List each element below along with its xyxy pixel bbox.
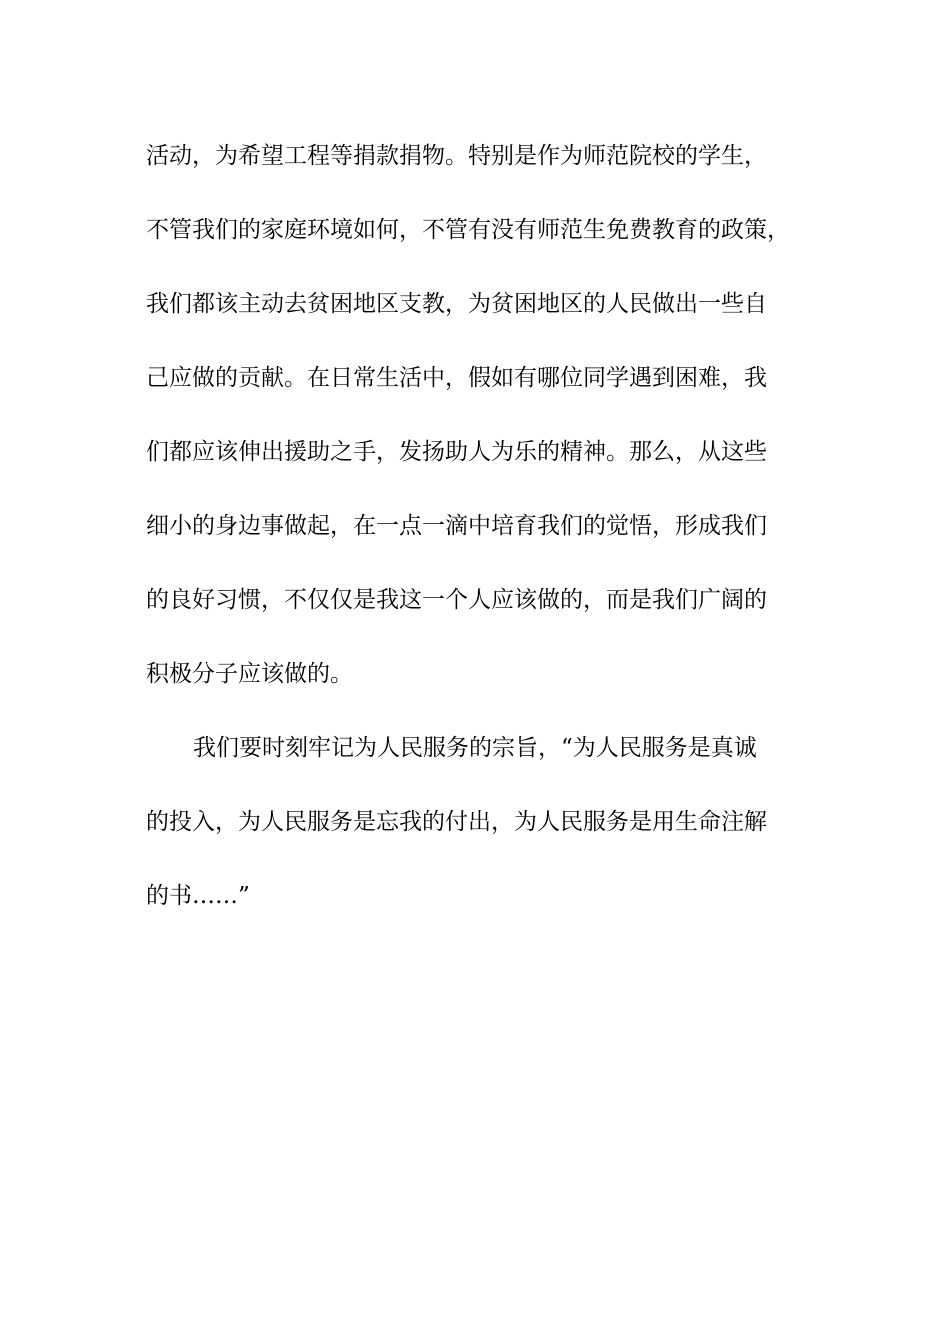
body-text: [146, 127, 836, 941]
text-line: 不管我们的家庭环境如何，不管有没有师范生免费教育的政策，: [146, 217, 790, 243]
text-line: 积极分子应该做的。: [146, 661, 353, 687]
paragraph-start-line: 我们要时刻牢记为人民服务的宗旨，“为人民服务是真诚: [193, 735, 757, 761]
text-line: 们都应该伸出援助之手，发扬助人为乐的精神。那么，从这些: [146, 439, 767, 465]
text-line: 的良好习惯，不仅仅是我这一个人应该做的，而是我们广阔的: [146, 587, 767, 613]
text-line: 活动，为希望工程等捐款捐物。特别是作为师范院校的学生，: [146, 143, 767, 169]
text-line: 己应做的贡献。在日常生活中，假如有哪位同学遇到困难，我: [146, 365, 767, 391]
text-line: 细小的身边事做起，在一点一滴中培育我们的觉悟，形成我们: [146, 513, 767, 539]
text-line: 的书……”: [146, 883, 250, 909]
text-line: 的投入，为人民服务是忘我的付出，为人民服务是用生命注解: [146, 809, 767, 835]
text-line: 我们都该主动去贫困地区支教，为贫困地区的人民做出一些自: [146, 291, 767, 317]
